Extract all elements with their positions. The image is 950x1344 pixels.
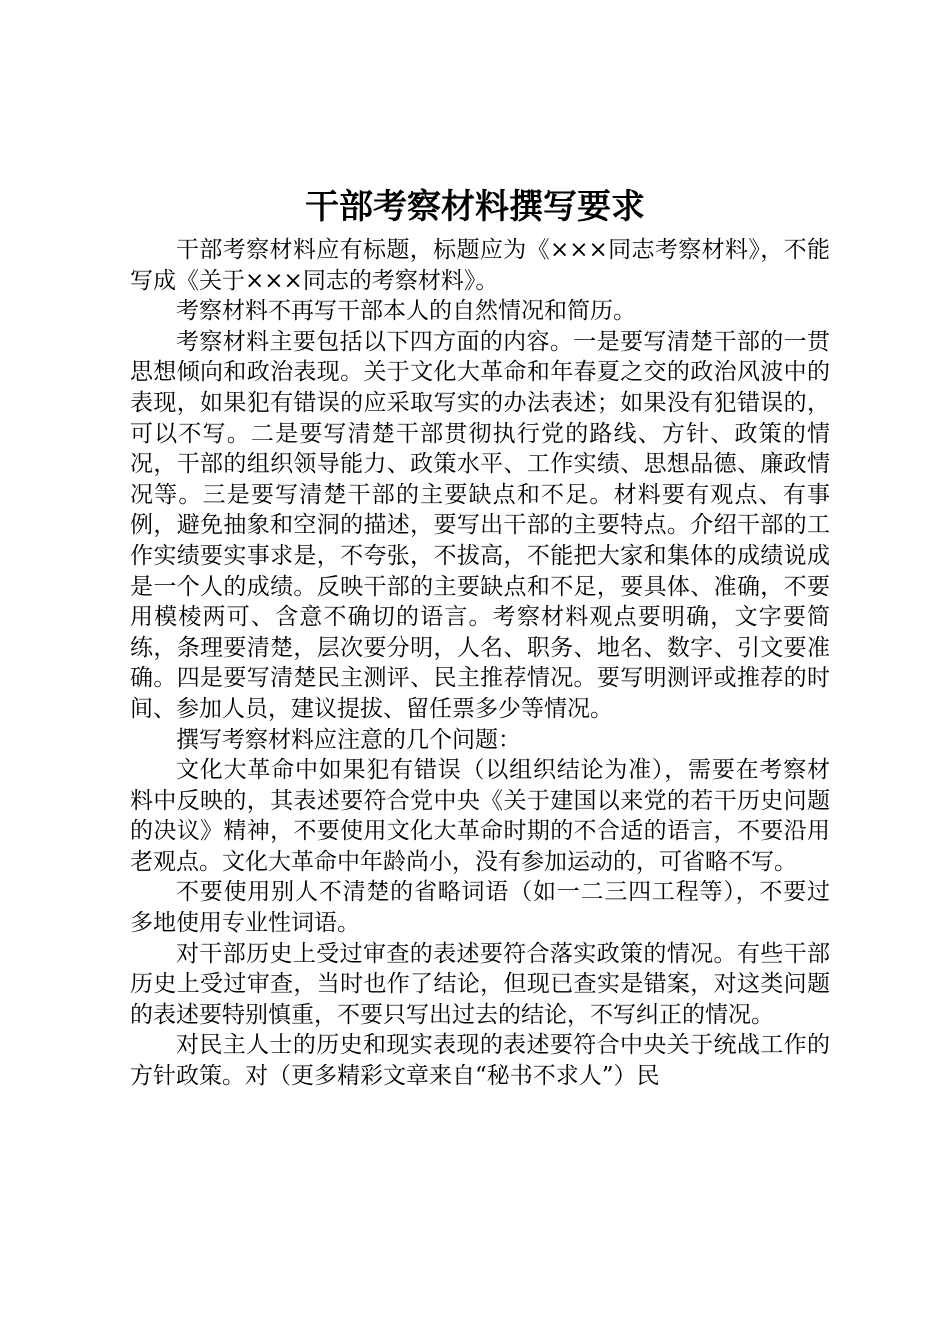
- paragraph-notes-heading: 撰写考察材料应注意的几个问题：: [176, 726, 521, 753]
- paragraph-no-resume: 考察材料不再写干部本人的自然情况和简历。: [176, 298, 636, 325]
- paragraph-cultural-revolution: 文化大革命中如果犯有错误（以组织结论为准），需要在考察材料中反映的，其表述要符合党中央《关于建国以来党的若干历史问题的决议》精神，不要使用文化大革命时期的不合适的语言，不要沿用老观点。文化大革命中年龄尚小，没有参加运动的，可省略不写。: [130, 757, 830, 875]
- paragraph-historical-review: 对干部历史上受过审查的表述要符合落实政策的情况。有些干部历史上受过审查，当时也作了结论，但现已查实是错案，对这类问题的表述要特别慎重，不要只写出过去的结论，不写纠正的情况。: [130, 940, 830, 1028]
- paragraph-four-aspects: 考察材料主要包括以下四方面的内容。一是要写清楚干部的一贯思想倾向和政治表现。关于文化大革命和年春夏之交的政治风波中的表现，如果犯有错误的应采取写实的办法表述；如果没有犯错误的，可以不写。二是要写清楚干部贯彻执行党的路线、方针、政策的情况，干部的组织领导能力、政策水平、工作实绩、思想品德、廉政情况等。三是要写清楚干部的主要缺点和不足。材料要有观点、有事例，避免抽象和空洞的描述，要写出干部的主要特点。介绍干部的工作实绩要实事求是，不夸张，不拔高，不能把大家和集体的成绩说成是一个人的成绩。反映干部的主要缺点和不足，要具体、准确，不要用模棱两可、含意不确切的语言。考察材料观点要明确，文字要简练，条理要清楚，层次要分明，人名、职务、地名、数字、引文要准确。四是要写清楚民主测评、民主推荐情况。要写明测评或推荐的时间、参加人员，建议提拔、留任票多少等情况。: [130, 328, 830, 722]
- paragraph-democratic-personages: 对民主人士的历史和现实表现的表述要符合中央关于统战工作的方针政策。对（更多精彩文章来自“秘书不求人”）民: [130, 1032, 830, 1090]
- document-title: 干部考察材料撰写要求: [305, 187, 645, 227]
- paragraph-abbreviations: 不要使用别人不清楚的省略词语（如一二三四工程等），不要过多地使用专业性词语。: [130, 879, 830, 937]
- document-body: [130, 235, 830, 1092]
- paragraph-title-requirement: 干部考察材料应有标题，标题应为《×××同志考察材料》，不能写成《关于×××同志的考察材料》。: [130, 237, 830, 294]
